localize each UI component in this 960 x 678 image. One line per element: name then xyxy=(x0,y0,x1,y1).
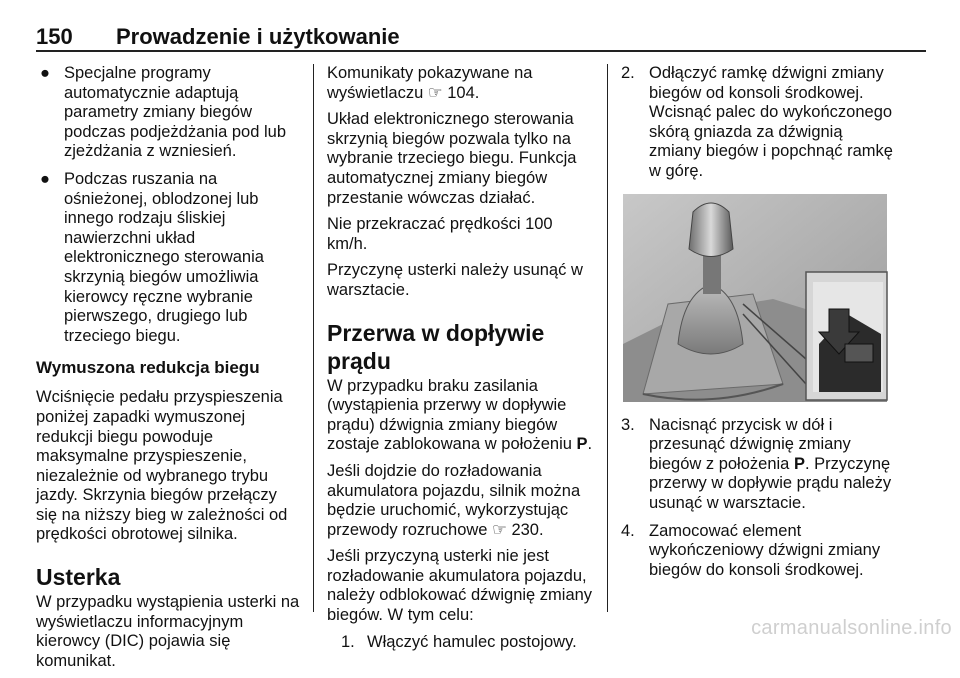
bullet-dot-icon: ● xyxy=(40,64,50,82)
step-3 xyxy=(621,416,893,514)
watermark: carmanualsonline.info xyxy=(751,617,952,639)
bullet-item xyxy=(36,170,302,346)
step-number: 4. xyxy=(621,521,635,540)
bullet-dot-icon: ● xyxy=(40,169,50,188)
kickdown-text: Wciśnięcie pedału przyspieszenia poniżej zapadki wymuszonej redukcji biegu powoduje maksymalne przyspieszenie, niezależnie od wybranego trybu jazdy. Skrzynia biegów przełączy się na niższy bieg w zależności od prędkości obrotowej silnika. xyxy=(36,388,288,544)
power-interruption-text: W przypadku braku zasilania (wystąpienia przerwy w dopływie prądu) dźwignia zmiany biegów zostaje zablokowana w położeniu P. xyxy=(327,376,593,454)
third-gear-text: Układ elektronicznego sterowania skrzynią biegów pozwala tylko na wybranie trzeciego biegu. Funkcja automatycznej zmiany biegów przestanie wówczas działać. xyxy=(327,110,577,207)
gear-lever-drawing-icon xyxy=(623,194,887,402)
running-title: Prowadzenie i użytkowanie xyxy=(116,24,400,49)
speed-limit-text: Nie przekraczać prędkości 100 km/h. xyxy=(327,215,553,253)
bullet-text: Podczas ruszania na ośnieżonej, oblodzonej lub innego rodzaju śliskiej nawierzchni układ elektronicznego sterowania skrzynią biegów umożliwia kierowcy ręczne wybranie pierwszego, drugiego lub trzeciego biegu. xyxy=(64,169,264,345)
gear-lever-illustration xyxy=(623,194,887,402)
jump-start-text: Jeśli dojdzie do rozładowania akumulatora pojazdu, silnik można będzie uruchomić, wykorzystując przewody rozruchowe ☞ 230. xyxy=(327,461,581,539)
step-text: Nacisnąć przycisk w dół i przesunąć dźwignię zmiany biegów z położenia P. Przyczynę przerwy w dopływie prądu należy usunąć w warsztacie. xyxy=(649,415,892,512)
bullet-item xyxy=(36,64,302,162)
column-divider-1 xyxy=(313,64,314,612)
step-1 xyxy=(327,633,595,653)
page-header xyxy=(36,18,926,52)
column-1 xyxy=(36,64,302,678)
bullet-text: Specjalne programy automatycznie adaptują parametry zmiany biegów podczas podjeżdżania pod lub zjeżdżania z wzniesień. xyxy=(64,64,287,161)
step-text: Włączyć hamulec postojowy. xyxy=(367,632,577,651)
fault-heading: Usterka xyxy=(36,564,121,591)
column-2 xyxy=(327,64,595,660)
page-number: 150 xyxy=(36,24,73,49)
power-interruption-heading: Przerwa w dopływie prądu xyxy=(327,319,545,374)
step-number: 1. xyxy=(341,632,355,651)
step-number: 2. xyxy=(621,64,635,82)
step-2 xyxy=(621,64,893,182)
kickdown-heading: Wymuszona redukcja biegu xyxy=(36,358,260,378)
column-3 xyxy=(621,64,893,588)
step-4 xyxy=(621,522,893,581)
step-number: 3. xyxy=(621,415,635,434)
workshop-text: Przyczynę usterki należy usunąć w warsztacie. xyxy=(327,261,583,299)
step-text: Odłączyć ramkę dźwigni zmiany biegów od konsoli środkowej. Wcisnąć palec do wykończonego skórą gniazda za dźwignią zmiany biegów i popchnąć ramkę w górę. xyxy=(649,64,893,180)
step-text: Zamocować element wykończeniowy dźwigni zmiany biegów do konsoli środkowej. xyxy=(649,521,881,579)
display-messages-ref: Komunikaty pokazywane na wyświetlaczu ☞ 104. xyxy=(327,64,533,102)
unlock-intro-text: Jeśli przyczyną usterki nie jest rozładowanie akumulatora pojazdu, należy odblokować dźwignię zmiany biegów. W tym celu: xyxy=(327,547,593,625)
column-divider-2 xyxy=(607,64,608,612)
fault-text: W przypadku wystąpienia usterki na wyświetlaczu informacyjnym kierowcy (DIC) pojawia się komunikat. xyxy=(36,593,300,670)
